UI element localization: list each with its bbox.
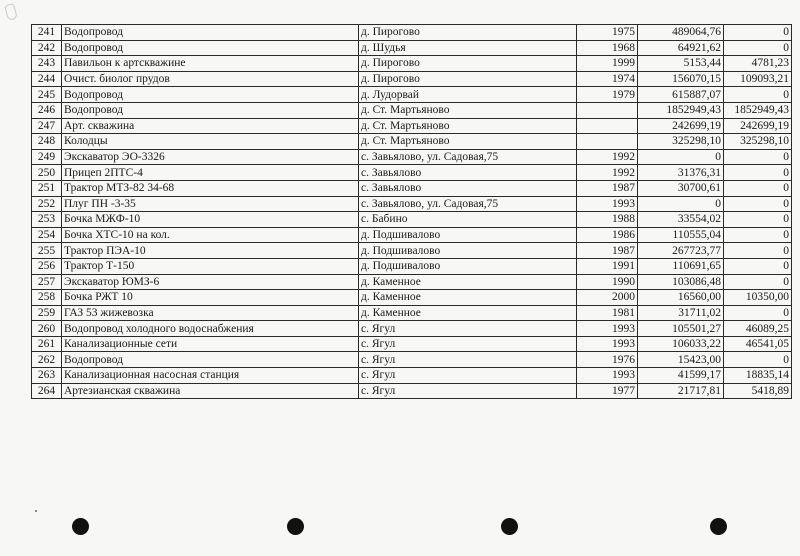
object-name-cell: Прицеп 2ПТС-4 xyxy=(62,165,359,181)
object-name-cell: Артезианская скважина xyxy=(62,383,359,399)
object-name-cell: Арт. скважина xyxy=(62,118,359,134)
row-number-cell: 254 xyxy=(32,227,62,243)
object-location-cell: д. Ст. Мартьяново xyxy=(359,134,577,150)
object-name-cell: Бочка РЖТ 10 xyxy=(62,290,359,306)
commission-year-cell: 1977 xyxy=(577,383,638,399)
book-value-cell: 615887,07 xyxy=(638,87,724,103)
residual-value-cell: 0 xyxy=(724,274,792,290)
object-name-cell: Водопровод xyxy=(62,352,359,368)
book-value-cell: 30700,61 xyxy=(638,180,724,196)
row-number-cell: 262 xyxy=(32,352,62,368)
object-location-cell: д. Подшивалово xyxy=(359,243,577,259)
row-number-cell: 250 xyxy=(32,165,62,181)
book-value-cell: 21717,81 xyxy=(638,383,724,399)
table-row xyxy=(32,243,792,259)
commission-year-cell xyxy=(577,134,638,150)
residual-value-cell: 10350,00 xyxy=(724,290,792,306)
residual-value-cell: 0 xyxy=(724,87,792,103)
residual-value-cell: 0 xyxy=(724,258,792,274)
row-number-cell: 248 xyxy=(32,134,62,150)
residual-value-cell: 5418,89 xyxy=(724,383,792,399)
book-value-cell: 489064,76 xyxy=(638,25,724,41)
table-row xyxy=(32,321,792,337)
row-number-cell: 249 xyxy=(32,149,62,165)
commission-year-cell: 1975 xyxy=(577,25,638,41)
table-row xyxy=(32,352,792,368)
residual-value-cell: 0 xyxy=(724,165,792,181)
table-row xyxy=(32,336,792,352)
residual-value-cell: 46089,25 xyxy=(724,321,792,337)
table-body xyxy=(32,25,792,399)
commission-year-cell: 1974 xyxy=(577,71,638,87)
object-name-cell: Водопровод xyxy=(62,102,359,118)
object-location-cell: д. Подшивалово xyxy=(359,227,577,243)
book-value-cell: 64921,62 xyxy=(638,40,724,56)
commission-year-cell: 1993 xyxy=(577,321,638,337)
table-row xyxy=(32,25,792,41)
residual-value-cell: 0 xyxy=(724,25,792,41)
commission-year-cell xyxy=(577,118,638,134)
book-value-cell: 325298,10 xyxy=(638,134,724,150)
book-value-cell: 110691,65 xyxy=(638,258,724,274)
object-location-cell: д. Каменное xyxy=(359,305,577,321)
book-value-cell: 106033,22 xyxy=(638,336,724,352)
object-name-cell: Павильон к артскважине xyxy=(62,56,359,72)
row-number-cell: 241 xyxy=(32,25,62,41)
row-number-cell: 247 xyxy=(32,118,62,134)
object-location-cell: с. Завьялово, ул. Садовая,75 xyxy=(359,149,577,165)
table-row xyxy=(32,290,792,306)
residual-value-cell: 0 xyxy=(724,40,792,56)
residual-value-cell: 0 xyxy=(724,212,792,228)
commission-year-cell xyxy=(577,102,638,118)
object-name-cell: ГАЗ 53 жижевозка xyxy=(62,305,359,321)
table-row xyxy=(32,165,792,181)
object-location-cell: д. Каменное xyxy=(359,290,577,306)
book-value-cell: 105501,27 xyxy=(638,321,724,337)
residual-value-cell: 1852949,43 xyxy=(724,102,792,118)
book-value-cell: 156070,15 xyxy=(638,71,724,87)
object-location-cell: с. Ягул xyxy=(359,368,577,384)
commission-year-cell: 1987 xyxy=(577,243,638,259)
row-number-cell: 264 xyxy=(32,383,62,399)
commission-year-cell: 2000 xyxy=(577,290,638,306)
pen-mark xyxy=(4,3,18,21)
book-value-cell: 16560,00 xyxy=(638,290,724,306)
commission-year-cell: 1993 xyxy=(577,196,638,212)
object-location-cell: д. Пирогово xyxy=(359,71,577,87)
object-location-cell: с. Ягул xyxy=(359,352,577,368)
table-row xyxy=(32,87,792,103)
commission-year-cell: 1988 xyxy=(577,212,638,228)
table-row xyxy=(32,305,792,321)
table-row xyxy=(32,383,792,399)
object-name-cell: Трактор Т-150 xyxy=(62,258,359,274)
row-number-cell: 257 xyxy=(32,274,62,290)
residual-value-cell: 0 xyxy=(724,149,792,165)
residual-value-cell: 325298,10 xyxy=(724,134,792,150)
table-row xyxy=(32,134,792,150)
row-number-cell: 260 xyxy=(32,321,62,337)
commission-year-cell: 1992 xyxy=(577,149,638,165)
row-number-cell: 245 xyxy=(32,87,62,103)
object-location-cell: д. Лудорвай xyxy=(359,87,577,103)
row-number-cell: 255 xyxy=(32,243,62,259)
commission-year-cell: 1976 xyxy=(577,352,638,368)
table-row xyxy=(32,56,792,72)
table-row xyxy=(32,40,792,56)
object-name-cell: Водопровод xyxy=(62,40,359,56)
book-value-cell: 5153,44 xyxy=(638,56,724,72)
row-number-cell: 251 xyxy=(32,180,62,196)
table-row xyxy=(32,102,792,118)
object-location-cell: с. Ягул xyxy=(359,321,577,337)
object-location-cell: с. Завьялово xyxy=(359,180,577,196)
row-number-cell: 256 xyxy=(32,258,62,274)
table-row xyxy=(32,368,792,384)
residual-value-cell: 0 xyxy=(724,180,792,196)
table-row xyxy=(32,149,792,165)
object-location-cell: д. Каменное xyxy=(359,274,577,290)
residual-value-cell: 0 xyxy=(724,305,792,321)
book-value-cell: 110555,04 xyxy=(638,227,724,243)
object-name-cell: Плуг ПН -3-35 xyxy=(62,196,359,212)
object-location-cell: с. Бабино xyxy=(359,212,577,228)
book-value-cell: 41599,17 xyxy=(638,368,724,384)
object-location-cell: с. Завьялово, ул. Садовая,75 xyxy=(359,196,577,212)
row-number-cell: 253 xyxy=(32,212,62,228)
row-number-cell: 259 xyxy=(32,305,62,321)
object-name-cell: Экскаватор ЮМЗ-6 xyxy=(62,274,359,290)
object-name-cell: Канализационные сети xyxy=(62,336,359,352)
residual-value-cell: 0 xyxy=(724,352,792,368)
row-number-cell: 258 xyxy=(32,290,62,306)
table-row xyxy=(32,258,792,274)
commission-year-cell: 1990 xyxy=(577,274,638,290)
book-value-cell: 1852949,43 xyxy=(638,102,724,118)
book-value-cell: 103086,48 xyxy=(638,274,724,290)
table-row xyxy=(32,212,792,228)
object-location-cell: с. Завьялово xyxy=(359,165,577,181)
row-number-cell: 243 xyxy=(32,56,62,72)
commission-year-cell: 1992 xyxy=(577,165,638,181)
object-location-cell: с. Ягул xyxy=(359,383,577,399)
table-row xyxy=(32,274,792,290)
object-name-cell: Колодцы xyxy=(62,134,359,150)
row-number-cell: 246 xyxy=(32,102,62,118)
scan-speck xyxy=(35,510,37,512)
commission-year-cell: 1981 xyxy=(577,305,638,321)
commission-year-cell: 1999 xyxy=(577,56,638,72)
object-name-cell: Бочка МЖФ-10 xyxy=(62,212,359,228)
residual-value-cell: 0 xyxy=(724,243,792,259)
object-location-cell: д. Пирогово xyxy=(359,25,577,41)
book-value-cell: 242699,19 xyxy=(638,118,724,134)
property-registry-table xyxy=(31,24,792,399)
punch-hole xyxy=(710,518,727,535)
book-value-cell: 33554,02 xyxy=(638,212,724,228)
object-location-cell: д. Пирогово xyxy=(359,56,577,72)
object-location-cell: д. Шудья xyxy=(359,40,577,56)
residual-value-cell: 46541,05 xyxy=(724,336,792,352)
row-number-cell: 252 xyxy=(32,196,62,212)
row-number-cell: 242 xyxy=(32,40,62,56)
commission-year-cell: 1993 xyxy=(577,336,638,352)
punch-hole xyxy=(501,518,518,535)
object-name-cell: Водопровод холодного водоснабжения xyxy=(62,321,359,337)
object-name-cell: Очист. биолог прудов xyxy=(62,71,359,87)
commission-year-cell: 1986 xyxy=(577,227,638,243)
residual-value-cell: 4781,23 xyxy=(724,56,792,72)
object-name-cell: Канализационная насосная станция xyxy=(62,368,359,384)
object-location-cell: с. Ягул xyxy=(359,336,577,352)
book-value-cell: 31376,31 xyxy=(638,165,724,181)
object-name-cell: Водопровод xyxy=(62,87,359,103)
object-location-cell: д. Ст. Мартьяново xyxy=(359,118,577,134)
book-value-cell: 0 xyxy=(638,196,724,212)
punch-hole xyxy=(287,518,304,535)
table-row xyxy=(32,227,792,243)
commission-year-cell: 1991 xyxy=(577,258,638,274)
residual-value-cell: 109093,21 xyxy=(724,71,792,87)
book-value-cell: 0 xyxy=(638,149,724,165)
table-row xyxy=(32,180,792,196)
book-value-cell: 31711,02 xyxy=(638,305,724,321)
residual-value-cell: 0 xyxy=(724,196,792,212)
residual-value-cell: 242699,19 xyxy=(724,118,792,134)
residual-value-cell: 18835,14 xyxy=(724,368,792,384)
commission-year-cell: 1993 xyxy=(577,368,638,384)
object-location-cell: д. Подшивалово xyxy=(359,258,577,274)
object-name-cell: Бочка ХТС-10 на кол. xyxy=(62,227,359,243)
book-value-cell: 267723,77 xyxy=(638,243,724,259)
commission-year-cell: 1987 xyxy=(577,180,638,196)
punch-hole xyxy=(72,518,89,535)
residual-value-cell: 0 xyxy=(724,227,792,243)
row-number-cell: 244 xyxy=(32,71,62,87)
object-name-cell: Водопровод xyxy=(62,25,359,41)
row-number-cell: 263 xyxy=(32,368,62,384)
object-location-cell: д. Ст. Мартьяново xyxy=(359,102,577,118)
book-value-cell: 15423,00 xyxy=(638,352,724,368)
row-number-cell: 261 xyxy=(32,336,62,352)
table-row xyxy=(32,71,792,87)
commission-year-cell: 1968 xyxy=(577,40,638,56)
table-row xyxy=(32,196,792,212)
table-row xyxy=(32,118,792,134)
commission-year-cell: 1979 xyxy=(577,87,638,103)
object-name-cell: Трактор ПЭА-10 xyxy=(62,243,359,259)
object-name-cell: Экскаватор ЭО-3326 xyxy=(62,149,359,165)
object-name-cell: Трактор МТЗ-82 34-68 xyxy=(62,180,359,196)
